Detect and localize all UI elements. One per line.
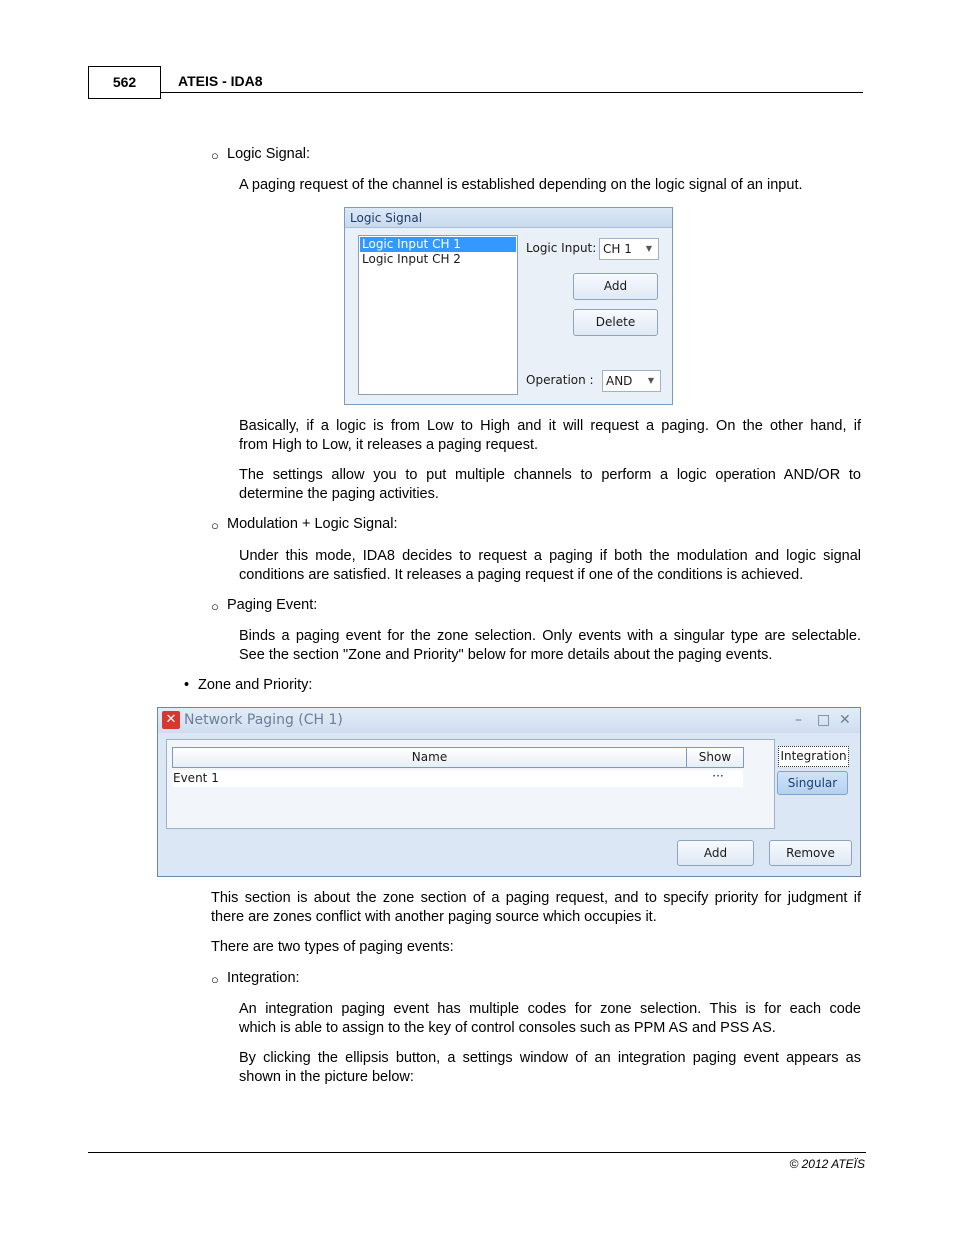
dropdown-arrow-icon: ▼ [645, 244, 652, 253]
operation-select[interactable] [602, 370, 661, 392]
zone-priority-paragraph-1: This section is about the zone section of a paging request, and to specify priority for judgment if there are zones conflict with another paging source which occupies it. [211, 890, 861, 925]
logic-signal-dialog [344, 207, 673, 405]
modulation-heading: Modulation + Logic Signal: [227, 516, 398, 532]
logic-signal-paragraph-1: Basically, if a logic is from Low to High and it will request a paging. On the other hand, if from High to Low, it releases a paging request. [239, 418, 861, 453]
paging-event-paragraph: Binds a paging event for the zone selection. Only events with a singular type are selectable. See the section "Zone and Priority" below for more details about the paging events. [239, 628, 861, 663]
network-paging-title-bar [158, 708, 860, 733]
add-button[interactable]: Add [677, 840, 754, 866]
hollow-bullet-icon: ○ [211, 148, 219, 163]
minimize-icon[interactable]: – [795, 712, 802, 728]
hollow-bullet-icon: ○ [211, 599, 219, 614]
event-name-cell: Event 1 [173, 771, 219, 785]
logic-signal-heading: Logic Signal: [227, 146, 311, 162]
column-header-name[interactable]: Name [172, 747, 687, 768]
list-item[interactable]: Logic Input CH 2 [362, 252, 461, 266]
document-title: ATEIS - IDA8 [178, 73, 263, 89]
logic-input-label: Logic Input: [526, 241, 597, 255]
dropdown-arrow-icon: ▼ [647, 376, 654, 385]
header-rule [161, 92, 863, 93]
add-button[interactable]: Add [573, 273, 658, 300]
hollow-bullet-icon: ○ [211, 518, 219, 533]
integration-paragraph-1: An integration paging event has multiple codes for zone selection. This is for each code which is able to assign to the key of control consoles such as PPM AS and PSS AS. [239, 1001, 861, 1036]
copyright: © 2012 ATEÏS [789, 1157, 865, 1171]
operation-label: Operation : [526, 373, 594, 387]
zone-priority-paragraph-2: There are two types of paging events: [211, 939, 454, 955]
ellipsis-button[interactable]: ··· [712, 769, 724, 783]
page-number: 562 [88, 66, 161, 99]
singular-button[interactable]: Singular [777, 771, 848, 795]
remove-button[interactable]: Remove [769, 840, 852, 866]
event-grid [166, 739, 775, 829]
zone-priority-heading: Zone and Priority: [198, 677, 313, 693]
footer-rule [88, 1152, 866, 1153]
integration-paragraph-2: By clicking the ellipsis button, a settings window of an integration paging event appears as shown in the picture below: [239, 1050, 861, 1085]
network-paging-title: Network Paging (CH 1) [184, 712, 343, 728]
bullet-icon: • [184, 677, 190, 693]
operation-value: AND [606, 374, 633, 388]
logic-input-value: CH 1 [603, 242, 632, 256]
delete-button[interactable]: Delete [573, 309, 658, 336]
logic-signal-intro: A paging request of the channel is established depending on the logic signal of an input. [239, 177, 803, 193]
logic-signal-dialog-title: Logic Signal [345, 208, 672, 228]
logic-signal-paragraph-2: The settings allow you to put multiple channels to perform a logic operation AND/OR to determine the paging activities. [239, 467, 861, 502]
app-logo-icon: ✕ [162, 711, 180, 729]
column-header-show[interactable]: Show [686, 747, 744, 768]
modulation-paragraph: Under this mode, IDA8 decides to request a paging if both the modulation and logic signal conditions are satisfied. It releases a paging request if one of the conditions is achieved. [239, 548, 861, 583]
close-icon[interactable]: ✕ [839, 712, 851, 728]
table-row[interactable] [173, 770, 743, 787]
integration-heading: Integration: [227, 970, 300, 986]
hollow-bullet-icon: ○ [211, 972, 219, 987]
logic-input-list[interactable] [358, 235, 518, 395]
maximize-icon[interactable]: □ [817, 712, 831, 728]
logic-input-select[interactable] [599, 238, 659, 260]
list-item[interactable]: Logic Input CH 1 [360, 237, 516, 252]
integration-button[interactable]: Integration [778, 746, 849, 767]
paging-event-heading: Paging Event: [227, 597, 318, 613]
network-paging-dialog [157, 707, 861, 877]
